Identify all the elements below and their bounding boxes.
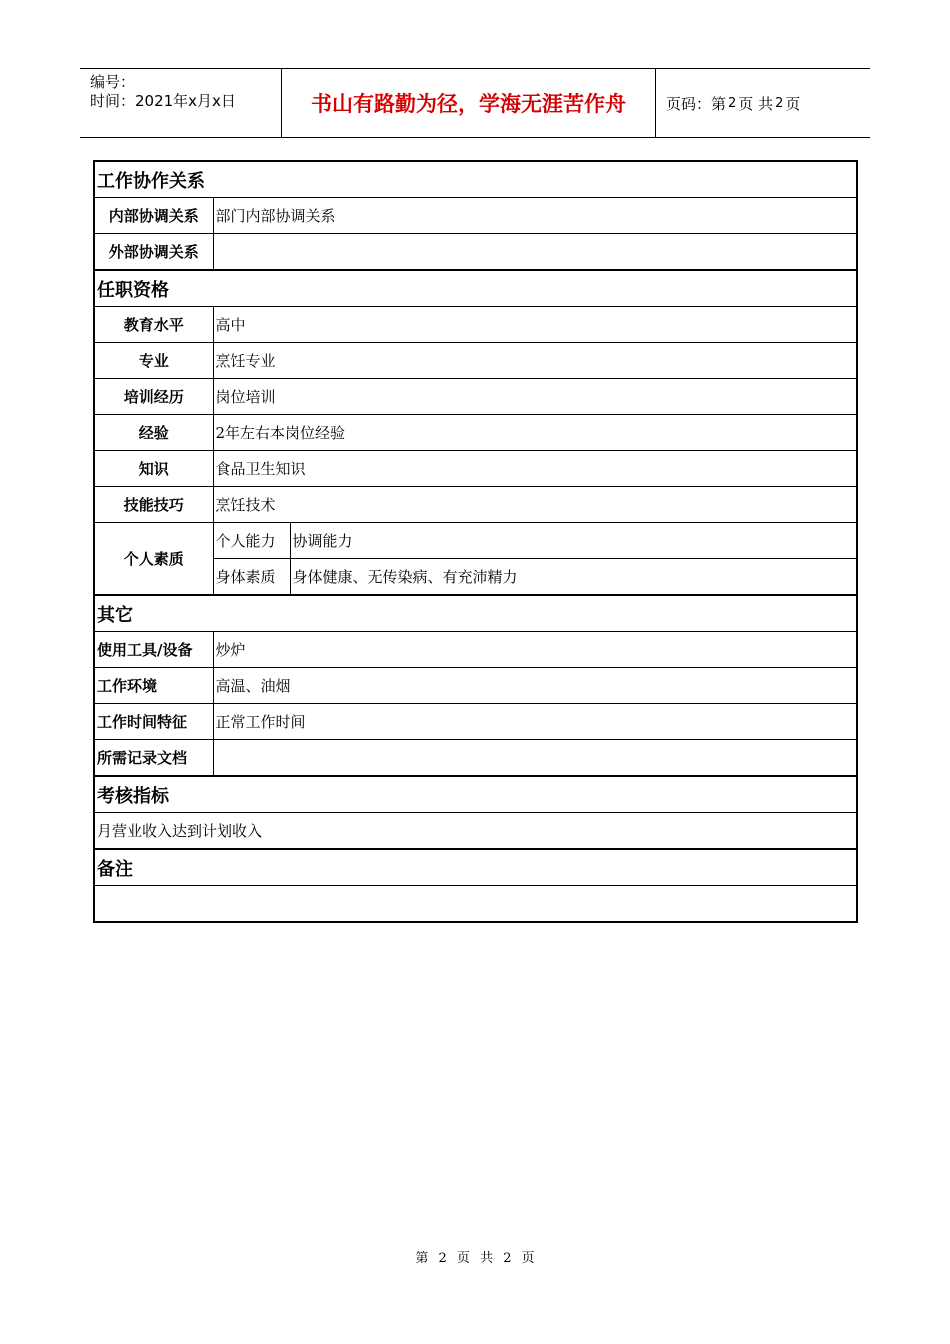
section-remarks [95, 849, 856, 886]
major-label: 专业 [95, 343, 213, 379]
page-header [80, 68, 870, 138]
education-label: 教育水平 [95, 307, 213, 343]
work-time-label: 工作时间特征 [95, 704, 213, 740]
section-title: 备注 [95, 849, 856, 886]
records-value [213, 740, 856, 777]
external-value [213, 234, 856, 271]
header-motto: 书山有路勤为径，学海无涯苦作舟 [311, 92, 626, 116]
experience-value: 2年左右本岗位经验 [213, 415, 856, 451]
table-row [95, 379, 856, 415]
table-row [95, 886, 856, 922]
section-title: 任职资格 [95, 270, 856, 307]
section-title: 工作协作关系 [95, 162, 856, 198]
table-row [95, 740, 856, 777]
remarks-value [95, 886, 856, 922]
footer-mid2: 共 [480, 1251, 494, 1266]
section-qualification [95, 270, 856, 307]
header-page-number [666, 69, 800, 137]
time-label: 时间：2021年x月x日 [90, 92, 236, 110]
external-label: 外部协调关系 [95, 234, 213, 271]
table-row [95, 523, 856, 559]
section-assessment [95, 776, 856, 813]
assessment-value: 月营业收入达到计划收入 [95, 813, 856, 850]
page-suffix: 页 [785, 94, 801, 113]
table-row [95, 198, 856, 234]
table-row [95, 415, 856, 451]
knowledge-label: 知识 [95, 451, 213, 487]
experience-label: 经验 [95, 415, 213, 451]
table-row [95, 704, 856, 740]
section-other [95, 595, 856, 632]
environment-label: 工作环境 [95, 668, 213, 704]
footer-current: 2 [438, 1251, 447, 1266]
education-value: 高中 [213, 307, 856, 343]
table-row [95, 451, 856, 487]
footer-mid1: 页 [456, 1251, 470, 1266]
page-footer [0, 1247, 950, 1266]
tools-label: 使用工具/设备 [95, 632, 213, 668]
section-title: 考核指标 [95, 776, 856, 813]
page-total: 2 [775, 95, 784, 111]
job-description-table [93, 160, 858, 923]
table-row [95, 307, 856, 343]
training-value: 岗位培训 [213, 379, 856, 415]
footer-prefix: 第 [415, 1251, 429, 1266]
page-prefix: 页码：第 [666, 94, 727, 113]
table-row [95, 813, 856, 850]
header-divider [655, 69, 656, 137]
personal-label: 个人素质 [95, 523, 213, 596]
physical-value: 身体健康、无传染病、有充沛精力 [290, 559, 856, 596]
knowledge-value: 食品卫生知识 [213, 451, 856, 487]
section-cooperation [95, 162, 856, 198]
table-row [95, 632, 856, 668]
internal-label: 内部协调关系 [95, 198, 213, 234]
table-row [95, 668, 856, 704]
table-row [95, 487, 856, 523]
table-row [95, 343, 856, 379]
work-time-value: 正常工作时间 [213, 704, 856, 740]
footer-total: 2 [503, 1251, 512, 1266]
table-row [95, 234, 856, 271]
skill-value: 烹饪技术 [213, 487, 856, 523]
ability-label: 个人能力 [213, 523, 290, 559]
environment-value: 高温、油烟 [213, 668, 856, 704]
page-current: 2 [728, 95, 737, 111]
skill-label: 技能技巧 [95, 487, 213, 523]
number-label: 编号： [90, 73, 136, 91]
ability-value: 协调能力 [290, 523, 856, 559]
major-value: 烹饪专业 [213, 343, 856, 379]
internal-value: 部门内部协调关系 [213, 198, 856, 234]
records-label: 所需记录文档 [95, 740, 213, 777]
footer-suffix: 页 [521, 1251, 535, 1266]
tools-value: 炒炉 [213, 632, 856, 668]
physical-label: 身体素质 [213, 559, 290, 596]
training-label: 培训经历 [95, 379, 213, 415]
page-mid: 页 共 [738, 94, 774, 113]
header-meta [90, 73, 236, 111]
section-title: 其它 [95, 595, 856, 632]
